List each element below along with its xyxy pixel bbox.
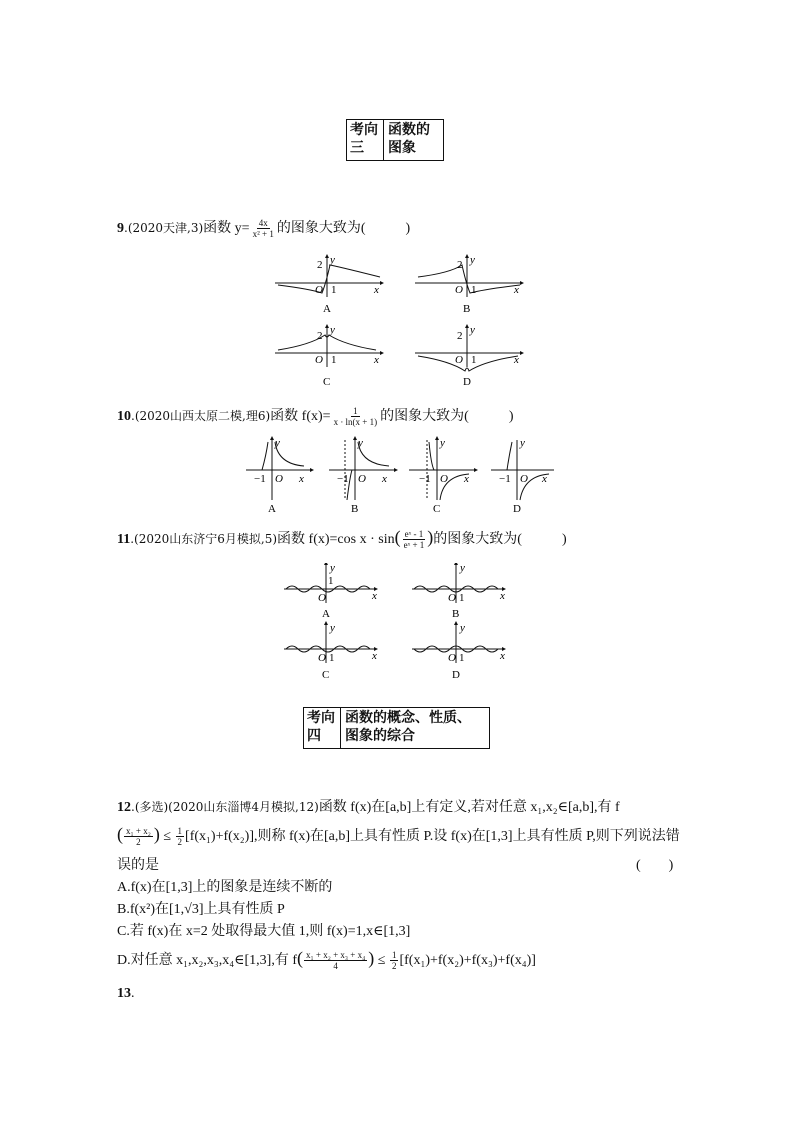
question-12-line3: 误的是: [117, 858, 159, 873]
question-11: 11.(2020山东济宁6月模拟,5)函数 f(x)=cos x · sin( $\frac{\text{eˣ - 1}}{\text{eˣ + 1}}$ )的图象大致为( ): [117, 527, 567, 551]
svg-text:O: O: [440, 473, 448, 485]
svg-text:O: O: [455, 284, 463, 296]
q11-graphs: [284, 563, 514, 685]
svg-text:y: y: [470, 254, 475, 266]
option-label-c: C: [433, 503, 441, 515]
svg-text:2: 2: [457, 259, 463, 271]
svg-text:x: x: [374, 284, 379, 296]
option-label-b: B: [463, 303, 471, 315]
svg-text:y: y: [330, 324, 335, 336]
option-label-c: C: [323, 376, 331, 388]
svg-text:x: x: [514, 354, 519, 366]
option-c: C.若 f(x)在 x=2 处取得最大值 1,则 f(x)=1,x∈[1,3]: [117, 924, 411, 939]
svg-text:x: x: [542, 473, 547, 485]
section-tag-title: 函数的图象: [388, 123, 430, 156]
option-label-c: C: [322, 669, 330, 681]
svg-text:−1: −1: [337, 473, 349, 485]
question-number: 9: [117, 221, 124, 236]
option-label-d: D: [452, 669, 460, 681]
svg-text:O: O: [275, 473, 283, 485]
svg-text:O: O: [315, 354, 323, 366]
question-number: 12: [117, 800, 131, 815]
svg-text:−1: −1: [499, 473, 511, 485]
svg-text:O: O: [448, 592, 456, 604]
option-d: D.对任意 x₁,x₂,x₃,x₄∈[1,3],有 f( $\frac{\text{x₁ + x₂ + x₃ + x₄}}{4}$ ) ≤ $\frac{1}{2}$ [f(x₁)+f(x₂)+f(x₃)+f(x₄)]: [117, 948, 536, 972]
question-text: 函数 f(x)=cos x · sin: [277, 532, 395, 547]
question-source: .(2020天津,3): [124, 221, 204, 235]
question-12-line2: ( $\frac{\text{x₁ + x₂}}{2}$ ) ≤ $\frac{1}{2}$ [f(x₁)+f(x₂)],则称 f(x)在[a,b]上具有性质 P.设 f(x)在[1,3]上具有性质 P,则下列说法错: [117, 824, 680, 848]
question-source: .(2020山东济宁6月模拟,5): [130, 532, 278, 546]
svg-text:x: x: [299, 473, 304, 485]
svg-text:y: y: [460, 563, 465, 574]
svg-text:y: y: [330, 622, 335, 634]
fraction: $\frac{1}{x \cdot \ln(x + 1)}$: [333, 406, 378, 428]
svg-text:1: 1: [328, 575, 334, 587]
option-label-a: A: [268, 503, 276, 515]
section-tag-label: 考向三: [347, 120, 384, 160]
fraction: $\frac{4x}{\text{x² + 1}}$: [252, 218, 274, 240]
q10-graphs: [244, 436, 554, 516]
svg-text:1: 1: [459, 652, 465, 664]
fraction: $\frac{\text{eˣ - 1}}{\text{eˣ + 1}}$: [403, 529, 425, 551]
question-10: 10.(2020山西太原二模,理6)函数 f(x)= $\frac{1}{x \cdot \ln(x + 1)}$ 的图象大致为( ): [117, 406, 514, 428]
svg-text:x: x: [514, 284, 519, 296]
svg-text:y: y: [470, 324, 475, 336]
question-9: 9.(2020天津,3)函数 y= $\frac{4x}{\text{x² + 1}}$ 的图象大致为( ): [117, 218, 411, 240]
question-source: .(2020山西太原二模,理6): [131, 409, 271, 423]
svg-text:O: O: [318, 652, 326, 664]
svg-text:O: O: [455, 354, 463, 366]
question-13: 13.: [117, 986, 135, 1001]
svg-text:O: O: [520, 473, 528, 485]
svg-text:x: x: [500, 590, 505, 602]
svg-text:−1: −1: [419, 473, 431, 485]
svg-text:x: x: [372, 650, 377, 662]
svg-text:y: y: [460, 622, 465, 634]
svg-text:y: y: [440, 437, 445, 449]
svg-text:x: x: [382, 473, 387, 485]
svg-text:x: x: [500, 650, 505, 662]
option-label-a: A: [323, 303, 331, 315]
question-number: 10: [117, 409, 131, 424]
svg-text:x: x: [374, 354, 379, 366]
answer-paren: ( ): [636, 858, 674, 873]
svg-text:x: x: [372, 590, 377, 602]
option-label-b: B: [351, 503, 359, 515]
section-tag-3: [346, 119, 444, 161]
option-a: A.f(x)在[1,3]上的图象是连续不断的: [117, 880, 333, 895]
svg-text:1: 1: [459, 592, 465, 604]
svg-text:O: O: [448, 652, 456, 664]
svg-text:y: y: [520, 437, 525, 449]
svg-text:O: O: [358, 473, 366, 485]
svg-text:−1: −1: [254, 473, 266, 485]
q9-graphs: [270, 253, 525, 393]
svg-text:O: O: [315, 284, 323, 296]
option-label-b: B: [452, 608, 460, 620]
svg-text:x: x: [464, 473, 469, 485]
question-12-line1: [117, 797, 620, 818]
option-label-d: D: [513, 503, 521, 515]
section-tag-title: 函数的概念、性质、图象的综合: [345, 711, 471, 744]
question-text: [f(x₁)+f(x₂)],则称 f(x)在[a,b]上具有性质 P.设 f(x)在[1,3]上具有性质 P,则下列说法错: [185, 829, 680, 844]
svg-text:1: 1: [471, 354, 477, 366]
svg-text:y: y: [275, 437, 280, 449]
question-text: 函数 f(x)在[a,b]上有定义,若对任意 x₁,x₂∈[a,b],有 f: [318, 800, 620, 815]
question-number: 13: [117, 986, 131, 1001]
svg-text:O: O: [318, 592, 326, 604]
question-text-end: 的图象大致为(: [433, 532, 522, 547]
section-tag-4: [303, 707, 490, 749]
svg-text:1: 1: [331, 354, 337, 366]
svg-text:2: 2: [457, 330, 463, 342]
option-b: B.f(x²)在[1,√3]上具有性质 P: [117, 902, 285, 917]
svg-text:1: 1: [471, 284, 477, 296]
svg-text:y: y: [330, 254, 335, 266]
question-text-end: 的图象大致为(: [380, 409, 469, 424]
svg-text:2: 2: [317, 259, 323, 271]
question-source: .(多选)(2020山东淄博4月模拟,12): [131, 800, 319, 814]
question-text: 函数 f(x)=: [270, 409, 331, 424]
option-label-a: A: [322, 608, 330, 620]
svg-text:y: y: [358, 437, 363, 449]
svg-text:1: 1: [329, 652, 335, 664]
question-number: 11: [117, 532, 131, 547]
svg-text:y: y: [330, 563, 335, 574]
question-text: 函数 y=: [203, 221, 250, 236]
section-tag-label: 考向四: [304, 708, 341, 748]
svg-text:2: 2: [317, 330, 323, 342]
svg-text:1: 1: [331, 284, 337, 296]
option-label-d: D: [463, 376, 471, 388]
question-text-end: 的图象大致为(: [276, 221, 366, 236]
